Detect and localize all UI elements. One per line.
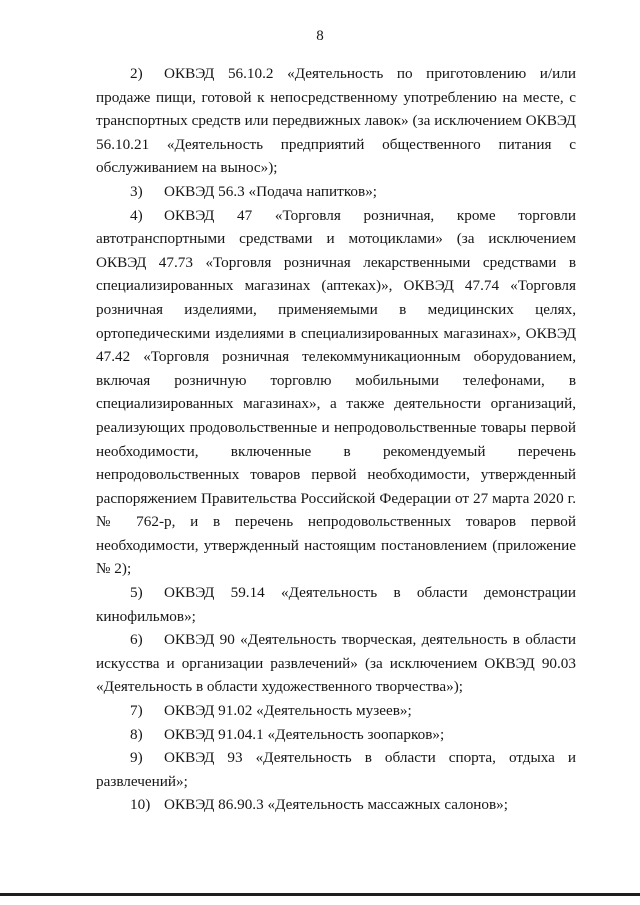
list-item-number: 9) (130, 749, 143, 767)
list-item-text: ОКВЭД 47 «Торговля розничная, кроме торговли автотранспортными средствами и мотоциклами» (за исключением ОКВЭД 47.73 «Торговля розничная лекарственными средствами в специализированных магазинах (аптеках)», ОКВЭД 47.74 «Торговля розничная изделиями, применяемыми в медицинских целях, ортопедическими изделиями в специализированных магазинах», ОКВЭД 47.42 «Торговля розничная телекоммуникационным оборудованием, включая розничную торговлю мобильными телефонами, в специализированных магазинах», а также деятельности организаций, реализующих продовольственные и непродовольственные товары первой необходимости, включенные в рекомендуемый перечень непродовольственных товаров первой необходимости, утвержденный распоряжением Правительства Российской Федерации от 27 марта 2020 г. № 762-р, и в перечень непродовольственных товаров первой необходимости, утвержденный настоящим постановлением (приложение № 2); (96, 206, 576, 578)
list-item (96, 793, 576, 817)
list-item-number: 6) (130, 631, 143, 649)
list-item-text: ОКВЭД 91.04.1 «Деятельность зоопарков»; (164, 725, 445, 743)
document-body (96, 62, 576, 817)
list-item (96, 204, 576, 582)
list-item (96, 723, 576, 747)
list-item-text: ОКВЭД 59.14 «Деятельность в области демонстрации кинофильмов»; (96, 584, 576, 625)
page-bottom-divider (0, 893, 640, 896)
list-item (96, 628, 576, 699)
list-item-number: 2) (130, 65, 143, 82)
list-item-text: ОКВЭД 90 «Деятельность творческая, деятельность в области искусства и организации развлечений» (за исключением ОКВЭД 90.03 «Деятельность в области художественного творчества»); (96, 631, 576, 696)
list-item-number: 3) (130, 182, 143, 200)
list-item-number: 5) (130, 584, 143, 602)
list-item-text: ОКВЭД 91.02 «Деятельность музеев»; (164, 702, 412, 720)
list-item (96, 581, 576, 628)
list-item (96, 746, 576, 793)
list-item-text: ОКВЭД 56.10.2 «Деятельность по приготовлению и/или продаже пищи, готовой к непосредственному употреблению на месте, с транспортных средств или передвижных лавок» (за исключением ОКВЭД 56.10.21 «Деятельность предприятий общественного питания с обслуживанием на вынос»); (96, 65, 576, 177)
list-item (96, 62, 576, 180)
page-number: 8 (316, 28, 324, 44)
list-item (96, 699, 576, 723)
list-item-number: 4) (130, 206, 143, 224)
list-item-text: ОКВЭД 93 «Деятельность в области спорта, отдыха и развлечений»; (96, 749, 576, 790)
list-item-number: 10) (130, 796, 151, 814)
list-item-number: 7) (130, 702, 143, 720)
list-item-text: ОКВЭД 86.90.3 «Деятельность массажных салонов»; (164, 796, 508, 814)
list-item-text: ОКВЭД 56.3 «Подача напитков»; (164, 182, 378, 200)
list-item (96, 180, 576, 204)
list-item-number: 8) (130, 725, 143, 743)
